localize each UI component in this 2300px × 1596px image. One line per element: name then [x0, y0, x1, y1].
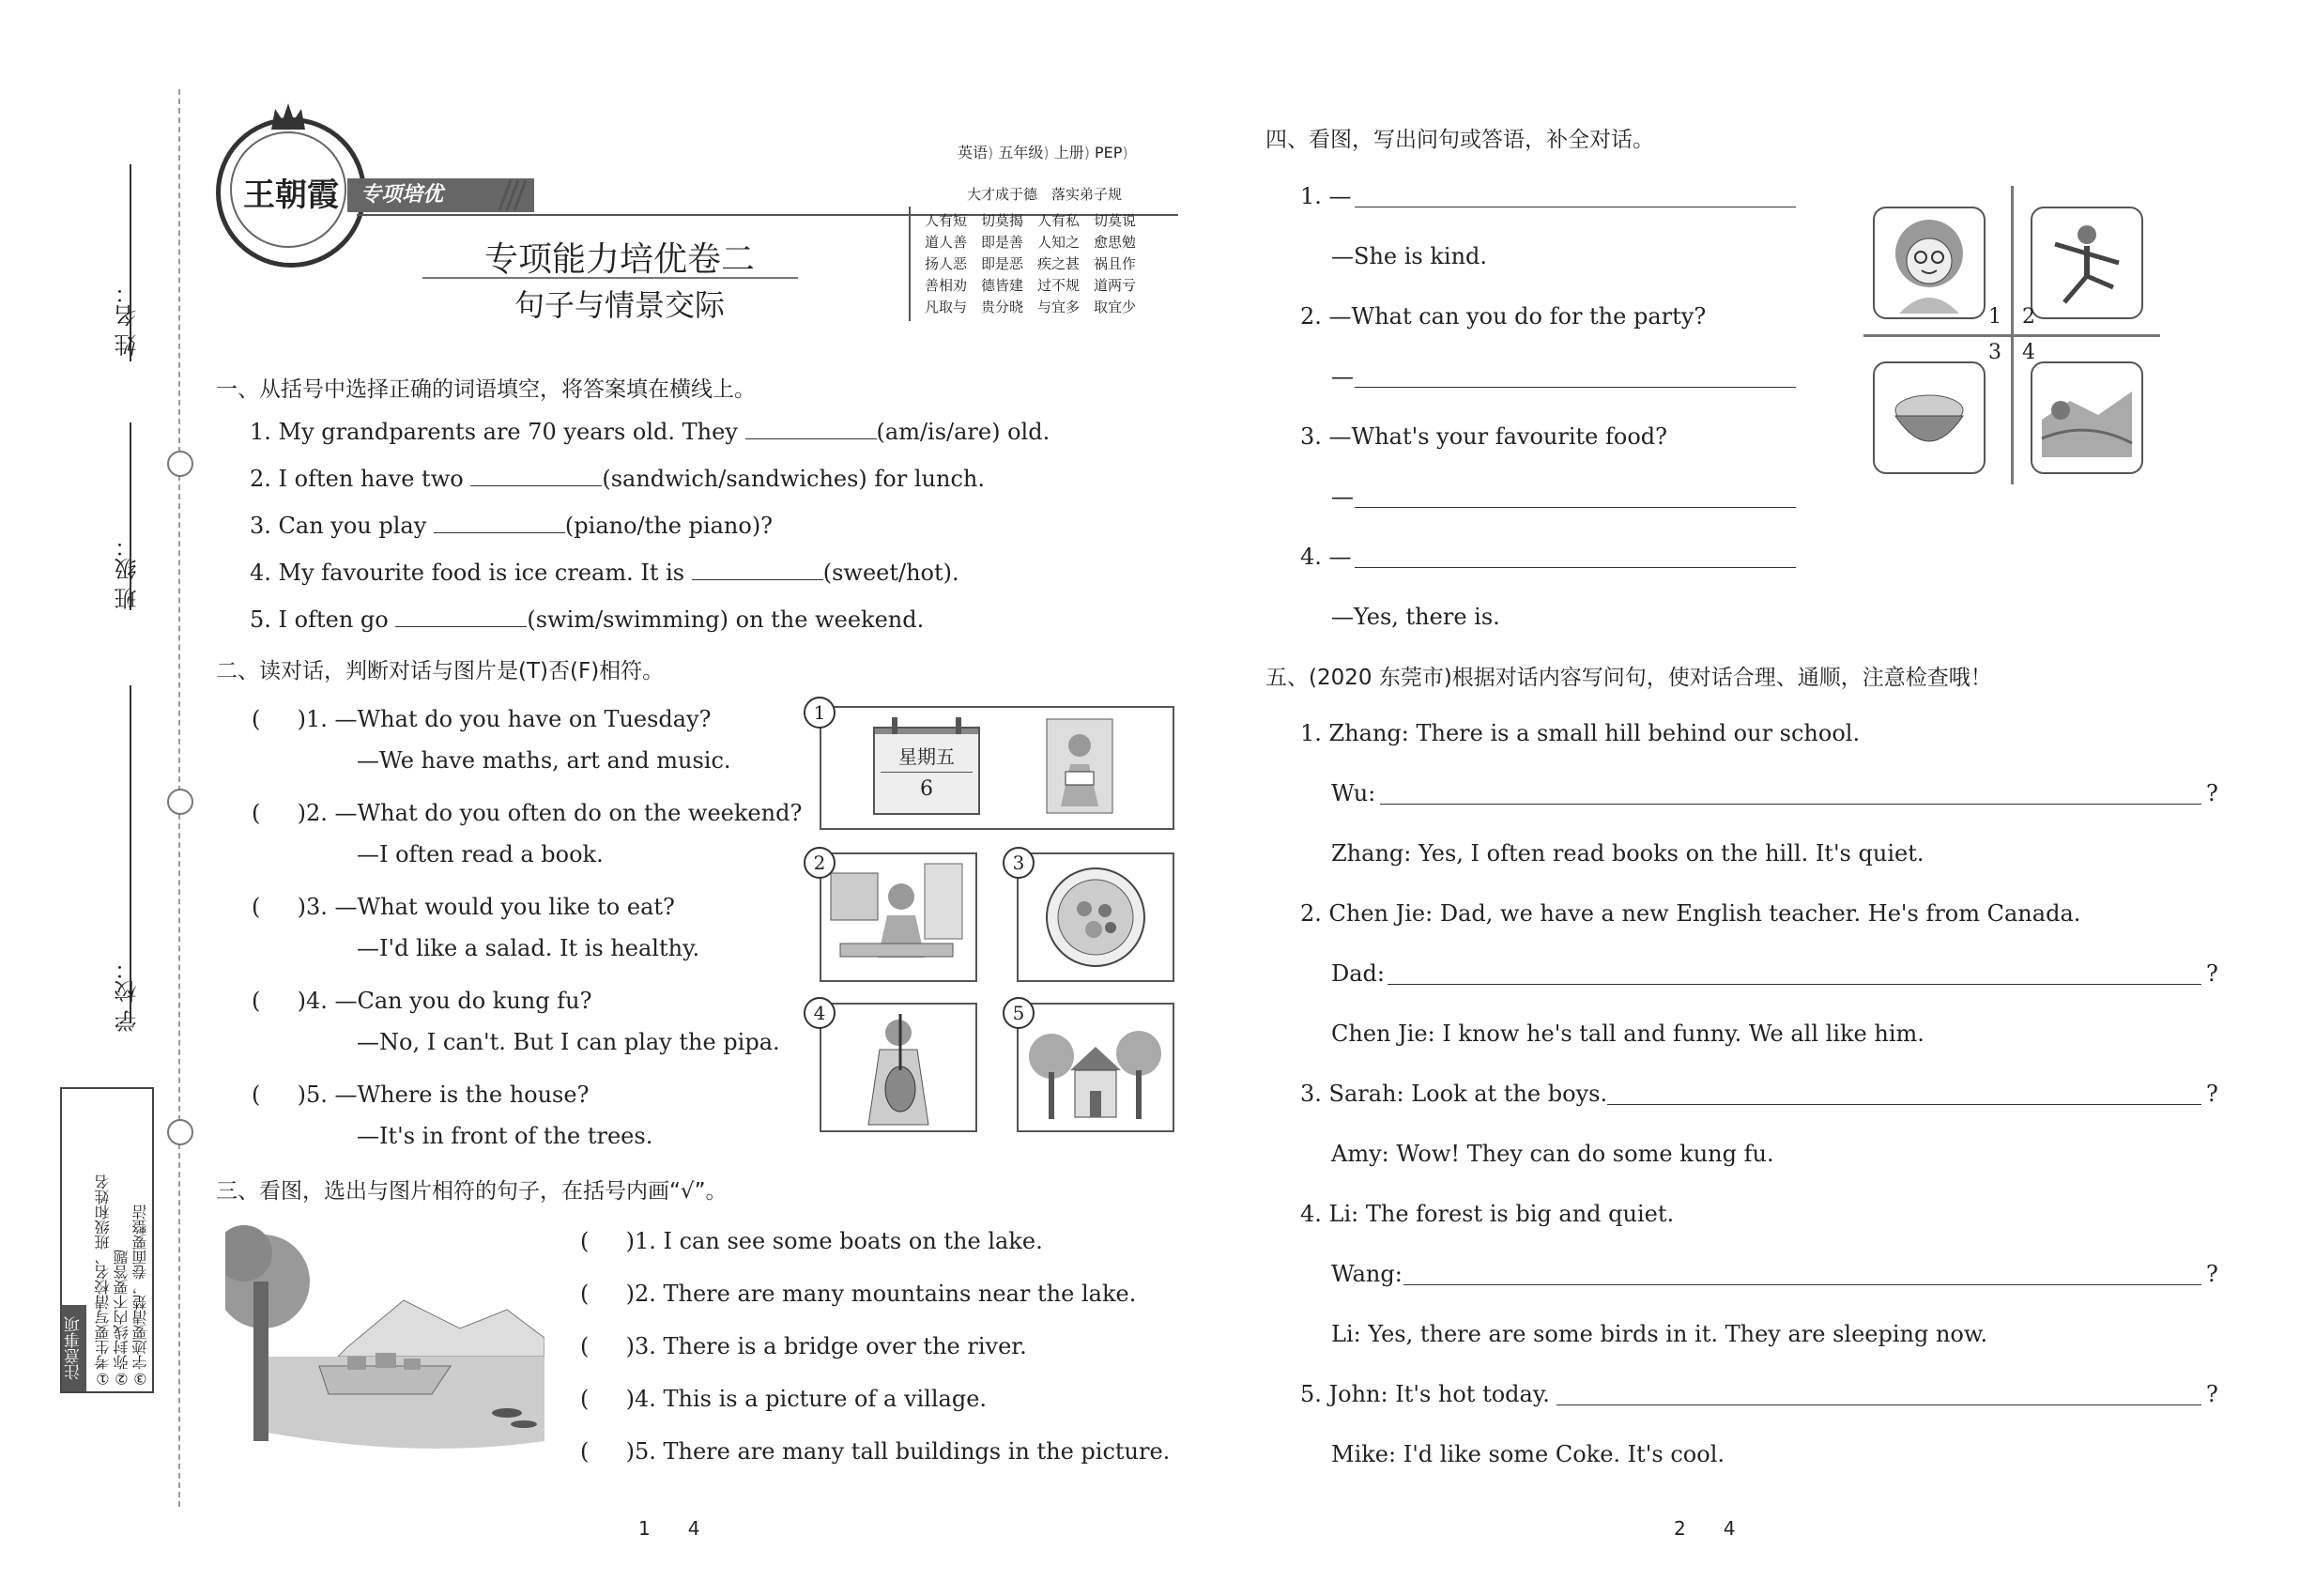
s5-item-2-reply: Chen Jie: I know he's tall and funny. We all like him.	[1331, 1021, 1924, 1047]
s2-picture-3	[1017, 852, 1174, 982]
s4-line-4: —	[1331, 363, 1354, 390]
s2-answer-1: —We have maths, art and music.	[357, 747, 731, 774]
s1-item-4	[250, 560, 959, 586]
s4-line-5: 3. —What's your favourite food?	[1300, 423, 1668, 450]
s2-picture-1	[820, 706, 1174, 830]
s5-qmark-5: ?	[2206, 1381, 2218, 1407]
s2-answer-3: —I'd like a salad. It is healthy.	[357, 935, 700, 961]
grid-num-4: 4	[2022, 341, 2035, 364]
s1-answer-4[interactable]	[692, 578, 823, 580]
s5-qmark-4: ?	[2206, 1261, 2218, 1287]
brand-tag: 专项培优	[347, 178, 534, 212]
s4-line-2: —She is kind.	[1331, 243, 1488, 269]
calendar-text: 星期五	[898, 745, 955, 768]
s1-answer-2[interactable]	[470, 484, 602, 486]
s5-item-2-speaker: Dad:	[1331, 960, 1385, 987]
s1-item-5	[250, 606, 924, 633]
meta-volume: 上册	[1053, 144, 1084, 161]
s1-item-text: (sandwich/sandwiches) for lunch.	[602, 466, 985, 492]
s1-item-2	[250, 466, 985, 492]
title-rule	[422, 277, 798, 279]
meta-subject: 英语	[958, 144, 989, 161]
s5-answer-1[interactable]	[1380, 804, 2201, 805]
s3-option-2[interactable]: ( )2. There are many mountains near the lake.	[580, 1281, 1137, 1307]
s4-picture-3	[1873, 361, 1986, 474]
s1-item-text: (piano/the piano)?	[564, 513, 774, 539]
s2-pic-num-3: 3	[1003, 847, 1035, 879]
section5-title: 五、(2020 东莞市)根据对话内容写问句，使对话合理、通顺，注意检查哦！	[1265, 666, 1992, 690]
logo-text: 王朝霞	[243, 176, 339, 214]
notes-line-3: ③字迹要清楚，卷面要整洁	[131, 1205, 149, 1388]
s5-item-4-prompt: 4. Li: The forest is big and quiet.	[1300, 1201, 1675, 1227]
meta-bar: 英语) 五年级) 上册) PEP)	[958, 144, 1128, 161]
crown-icon	[269, 101, 307, 133]
motto-line: 凡取与 贵分晓 与宜多 取宜少	[925, 299, 1137, 315]
motto-line: 善相劝 德皆建 过不规 道两亏	[925, 277, 1137, 294]
s2-question-5[interactable]: ( )5. —Where is the house?	[252, 1082, 590, 1108]
school-label: 学 校：	[115, 958, 141, 1033]
motto-head: 大才成于德 落实弟子规	[967, 186, 1123, 203]
s5-item-5-reply: Mike: I'd like some Coke. It's cool.	[1331, 1441, 1725, 1467]
calendar-number: 6	[920, 777, 933, 801]
s1-item-text: 3. Can you play	[250, 513, 434, 539]
section4-title: 四、看图，写出问句或答语，补全对话。	[1265, 128, 1654, 152]
s4-answer-3[interactable]	[1355, 507, 1796, 508]
page-subtitle: 句子与情景交际	[514, 287, 725, 323]
s5-answer-3[interactable]	[1607, 1104, 2201, 1105]
notes-line-2: ②弥封线内不要答题	[113, 1250, 130, 1388]
s1-answer-3[interactable]	[434, 531, 565, 533]
s3-option-1[interactable]: ( )1. I can see some boats on the lake.	[580, 1228, 1043, 1254]
binding-hole-2	[167, 789, 193, 815]
s4-line-1: 1. —	[1300, 183, 1352, 209]
house-trees-icon	[1019, 1005, 1173, 1130]
s2-picture-4	[820, 1003, 977, 1132]
grid-num-1: 1	[1988, 305, 2001, 329]
s1-item-text: 5. I often go	[250, 606, 396, 633]
s3-lake-picture	[225, 1225, 544, 1458]
grid-horizontal-rule	[1863, 334, 2160, 337]
s3-option-4[interactable]: ( )4. This is a picture of a village.	[580, 1386, 988, 1412]
s5-item-1-prompt: 1. Zhang: There is a small hill behind our school.	[1300, 720, 1861, 746]
reading-book-icon	[821, 854, 975, 980]
s1-item-1	[250, 419, 1050, 445]
s2-question-4[interactable]: ( )4. —Can you do kung fu?	[252, 988, 592, 1014]
s1-item-text: 1. My grandparents are 70 years old. They	[250, 419, 745, 445]
reading-child-icon	[1042, 717, 1117, 816]
s5-answer-5[interactable]	[1556, 1404, 2201, 1405]
logo	[216, 117, 366, 268]
s5-item-3-reply: Amy: Wow! They can do some kung fu.	[1331, 1141, 1774, 1167]
motto-rule	[909, 207, 911, 321]
s4-picture-4	[2031, 361, 2143, 474]
s2-pic-num-2: 2	[804, 847, 836, 879]
s5-answer-4[interactable]	[1403, 1284, 2201, 1285]
s5-item-4-speaker: Wang:	[1331, 1261, 1403, 1287]
meta-grade: 五年级	[998, 144, 1044, 161]
notes-title: 注意事项	[62, 1305, 86, 1391]
s2-answer-4: —No, I can't. But I can play the pipa.	[357, 1029, 780, 1055]
s2-picture-2	[820, 852, 977, 982]
s4-answer-2[interactable]	[1355, 387, 1796, 388]
s5-qmark-3: ?	[2206, 1081, 2218, 1107]
s2-pic-num-1: 1	[804, 697, 836, 729]
s5-qmark-1: ?	[2206, 780, 2218, 806]
village-lake-icon	[225, 1225, 544, 1458]
s1-item-text: 4. My favourite food is ice cream. It is	[250, 560, 692, 586]
name-label: 姓 名：	[115, 282, 141, 357]
s3-option-5[interactable]: ( )5. There are many tall buildings in the picture.	[580, 1438, 1171, 1465]
s4-answer-4[interactable]	[1355, 567, 1796, 568]
section2-title: 二、读对话，判断对话与图片是(T)否(F)相符。	[216, 659, 665, 683]
s1-answer-1[interactable]	[745, 437, 877, 439]
river-scene-icon	[2032, 363, 2141, 472]
s2-picture-5	[1017, 1003, 1174, 1132]
page-title: 专项能力培优卷二	[483, 240, 755, 279]
motto-block	[925, 210, 1136, 318]
s4-line-3: 2. —What can you do for the party?	[1300, 303, 1707, 330]
s5-item-1-speaker: Wu:	[1331, 780, 1376, 806]
s5-answer-2[interactable]	[1388, 984, 2201, 985]
s1-item-text: (sweet/hot).	[822, 560, 959, 586]
section1-title: 一、从括号中选择正确的词语填空，将答案填在横线上。	[216, 377, 756, 402]
rice-bowl-icon	[1875, 363, 1984, 472]
s4-picture-1	[1873, 207, 1986, 319]
binding-hole-1	[167, 451, 193, 477]
notes-box	[60, 1087, 154, 1393]
s4-line-7: 4. —	[1300, 544, 1352, 570]
s4-line-8: —Yes, there is.	[1331, 604, 1500, 630]
hatch-icon	[490, 178, 528, 212]
s4-picture-2	[2031, 207, 2143, 319]
meta-edition: PEP	[1095, 144, 1123, 161]
s2-question-3[interactable]: ( )3. —What would you like to eat?	[252, 894, 675, 920]
salad-plate-icon	[1019, 854, 1173, 980]
s2-answer-5: —It's in front of the trees.	[357, 1123, 653, 1149]
notes-line-1: ①考生要写清校名、班级和姓名	[94, 1174, 112, 1388]
s1-item-text: 2. I often have two	[250, 466, 471, 492]
section3-title: 三、看图，选出与图片相符的句子，在括号内画“√”。	[216, 1179, 728, 1204]
s2-question-2[interactable]: ( )2. —What do you often do on the weekend?	[252, 800, 803, 826]
s2-answer-2: —I often read a book.	[357, 841, 604, 867]
s2-pic-num-4: 4	[804, 997, 836, 1029]
s5-qmark-2: ?	[2206, 960, 2218, 987]
s1-answer-5[interactable]	[395, 625, 527, 627]
binding-hole-3	[167, 1119, 193, 1145]
calendar-icon	[873, 727, 980, 815]
s5-item-5-prompt: 5. John: It's hot today.	[1300, 1381, 1550, 1407]
s3-option-3[interactable]: ( )3. There is a bridge over the river.	[580, 1333, 1027, 1359]
footer-right: 2 4	[1674, 1517, 1736, 1540]
motto-line: 道人善 即是善 人知之 愈思勉	[925, 234, 1137, 251]
s2-pic-num-5: 5	[1003, 997, 1035, 1029]
pipa-girl-icon	[821, 1005, 975, 1130]
s1-item-text: (swim/swimming) on the weekend.	[527, 606, 925, 633]
motto-line: 扬人恶 即是恶 疾之甚 祸且作	[925, 255, 1137, 272]
s5-item-3-prompt: 3. Sarah: Look at the boys.	[1300, 1081, 1608, 1107]
s4-line-6: —	[1331, 483, 1354, 510]
grid-num-2: 2	[2022, 305, 2035, 329]
class-label: 班 级：	[115, 535, 141, 610]
s5-item-2-prompt: 2. Chen Jie: Dad, we have a new English teacher. He's from Canada.	[1300, 900, 2081, 927]
kung-fu-icon	[2032, 208, 2141, 317]
grandma-icon	[1875, 208, 1984, 317]
s1-item-3	[250, 513, 773, 539]
s2-question-1[interactable]: ( )1. —What do you have on Tuesday?	[252, 706, 712, 732]
s5-item-1-reply: Zhang: Yes, I often read books on the hill. It's quiet.	[1331, 840, 1924, 867]
motto-line: 人有短 切莫揭 人有私 切莫说	[925, 212, 1137, 229]
s5-item-4-reply: Li: Yes, there are some birds in it. They are sleeping now.	[1331, 1321, 1988, 1347]
s1-item-text: (am/is/are) old.	[876, 419, 1050, 445]
footer-left: 1 4	[638, 1517, 700, 1540]
grid-num-3: 3	[1988, 341, 2001, 364]
